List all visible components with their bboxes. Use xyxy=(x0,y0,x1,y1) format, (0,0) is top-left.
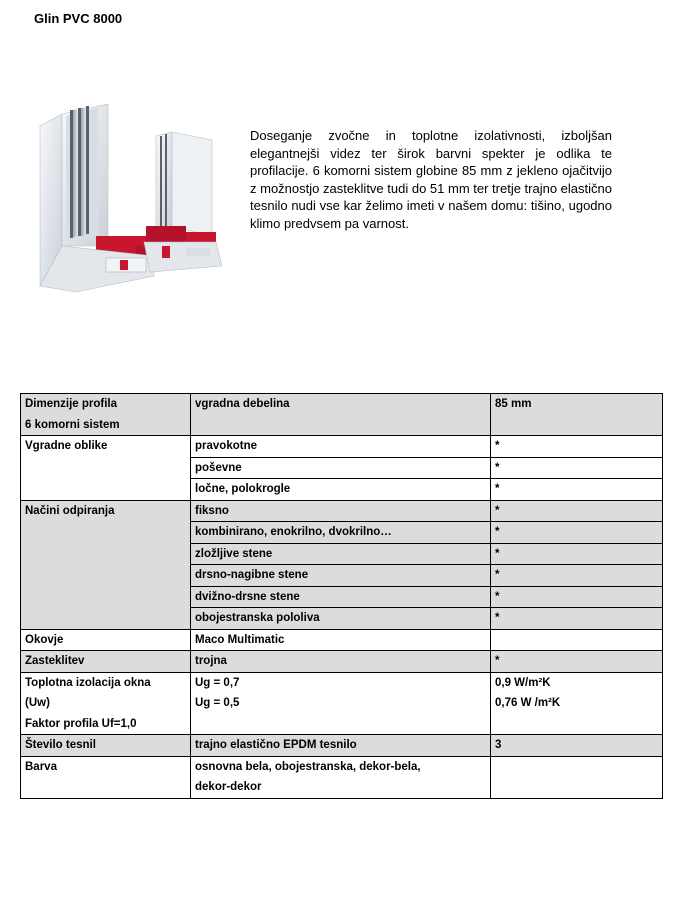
row-property: ločne, polokrogle xyxy=(191,479,491,501)
row-label: Vgradne oblike xyxy=(21,436,191,501)
table-row xyxy=(21,436,663,458)
row-value xyxy=(491,756,663,798)
row-property: drsno-nagibne stene xyxy=(191,565,491,587)
row-property: trojna xyxy=(191,651,491,673)
row-value: * xyxy=(491,457,663,479)
row-value: 3 xyxy=(491,735,663,757)
row-label: Okovje xyxy=(21,629,191,651)
row-value: * xyxy=(491,586,663,608)
table-row xyxy=(21,394,663,436)
row-value: * xyxy=(491,522,663,544)
table-row xyxy=(21,651,663,673)
row-value: 85 mm xyxy=(491,394,663,436)
row-label-line: (Uw) xyxy=(25,697,50,709)
row-label: Število tesnil xyxy=(21,735,191,757)
row-value xyxy=(491,629,663,651)
row-property: obojestranska pololiva xyxy=(191,608,491,630)
row-property: Maco Multimatic xyxy=(191,629,491,651)
table-row xyxy=(21,672,663,735)
row-label: Zasteklitev xyxy=(21,651,191,673)
row-property xyxy=(191,672,491,735)
row-label-line: 6 komorni sistem xyxy=(25,418,120,431)
row-property: zložljive stene xyxy=(191,543,491,565)
row-label xyxy=(21,394,191,436)
row-label: Načini odpiranja xyxy=(21,500,191,629)
row-value: * xyxy=(491,479,663,501)
spec-table xyxy=(20,393,663,799)
row-value: * xyxy=(491,500,663,522)
row-property-line: Ug = 0,5 xyxy=(195,697,240,709)
row-property xyxy=(191,756,491,798)
row-value xyxy=(491,672,663,735)
page-title: Glin PVC 8000 xyxy=(34,11,123,26)
row-property: dvižno-drsne stene xyxy=(191,586,491,608)
row-property: kombinirano, enokrilno, dvokrilno… xyxy=(191,522,491,544)
row-value: * xyxy=(491,436,663,458)
row-property: trajno elastično EPDM tesnilo xyxy=(191,735,491,757)
row-property-line: dekor-dekor xyxy=(195,781,262,793)
row-value: * xyxy=(491,651,663,673)
row-label-line: Dimenzije profila xyxy=(25,398,118,410)
row-property: pravokotne xyxy=(191,436,491,458)
row-value: * xyxy=(491,608,663,630)
product-description: Doseganje zvočne in toplotne izolativnosti, izboljšan elegantnejši videz ter širok barvni spekter je odlika te profilacije. 6 komorni sistem globine 85 mm z jekleno ojačitvijo z možnostjo zasteklitve tudi do 51 mm ter tretje trajno elastično tesnilo nudi vse kar želimo imeti v našem domu: tišino, ugodno klimo predvsem pa varnost. xyxy=(250,128,612,231)
row-label-line: Toplotna izolacija okna xyxy=(25,676,151,689)
row-property: fiksno xyxy=(191,500,491,522)
window-profile-image xyxy=(36,96,236,296)
row-value-line: 0,76 W /m²K xyxy=(495,697,561,709)
row-label: Barva xyxy=(21,756,191,798)
row-value-line: 0,9 W/m²K xyxy=(495,676,551,689)
row-property: poševne xyxy=(191,457,491,479)
table-row xyxy=(21,756,663,798)
table-row xyxy=(21,735,663,757)
row-value: * xyxy=(491,565,663,587)
table-row xyxy=(21,629,663,651)
table-row xyxy=(21,500,663,522)
row-property-line: Ug = 0,7 xyxy=(195,676,240,689)
row-label-line: Faktor profila Uf=1,0 xyxy=(25,717,137,730)
row-label xyxy=(21,672,191,735)
row-value: * xyxy=(491,543,663,565)
row-property: vgradna debelina xyxy=(191,394,491,436)
row-property-line: osnovna bela, obojestranska, dekor-bela, xyxy=(195,760,421,773)
